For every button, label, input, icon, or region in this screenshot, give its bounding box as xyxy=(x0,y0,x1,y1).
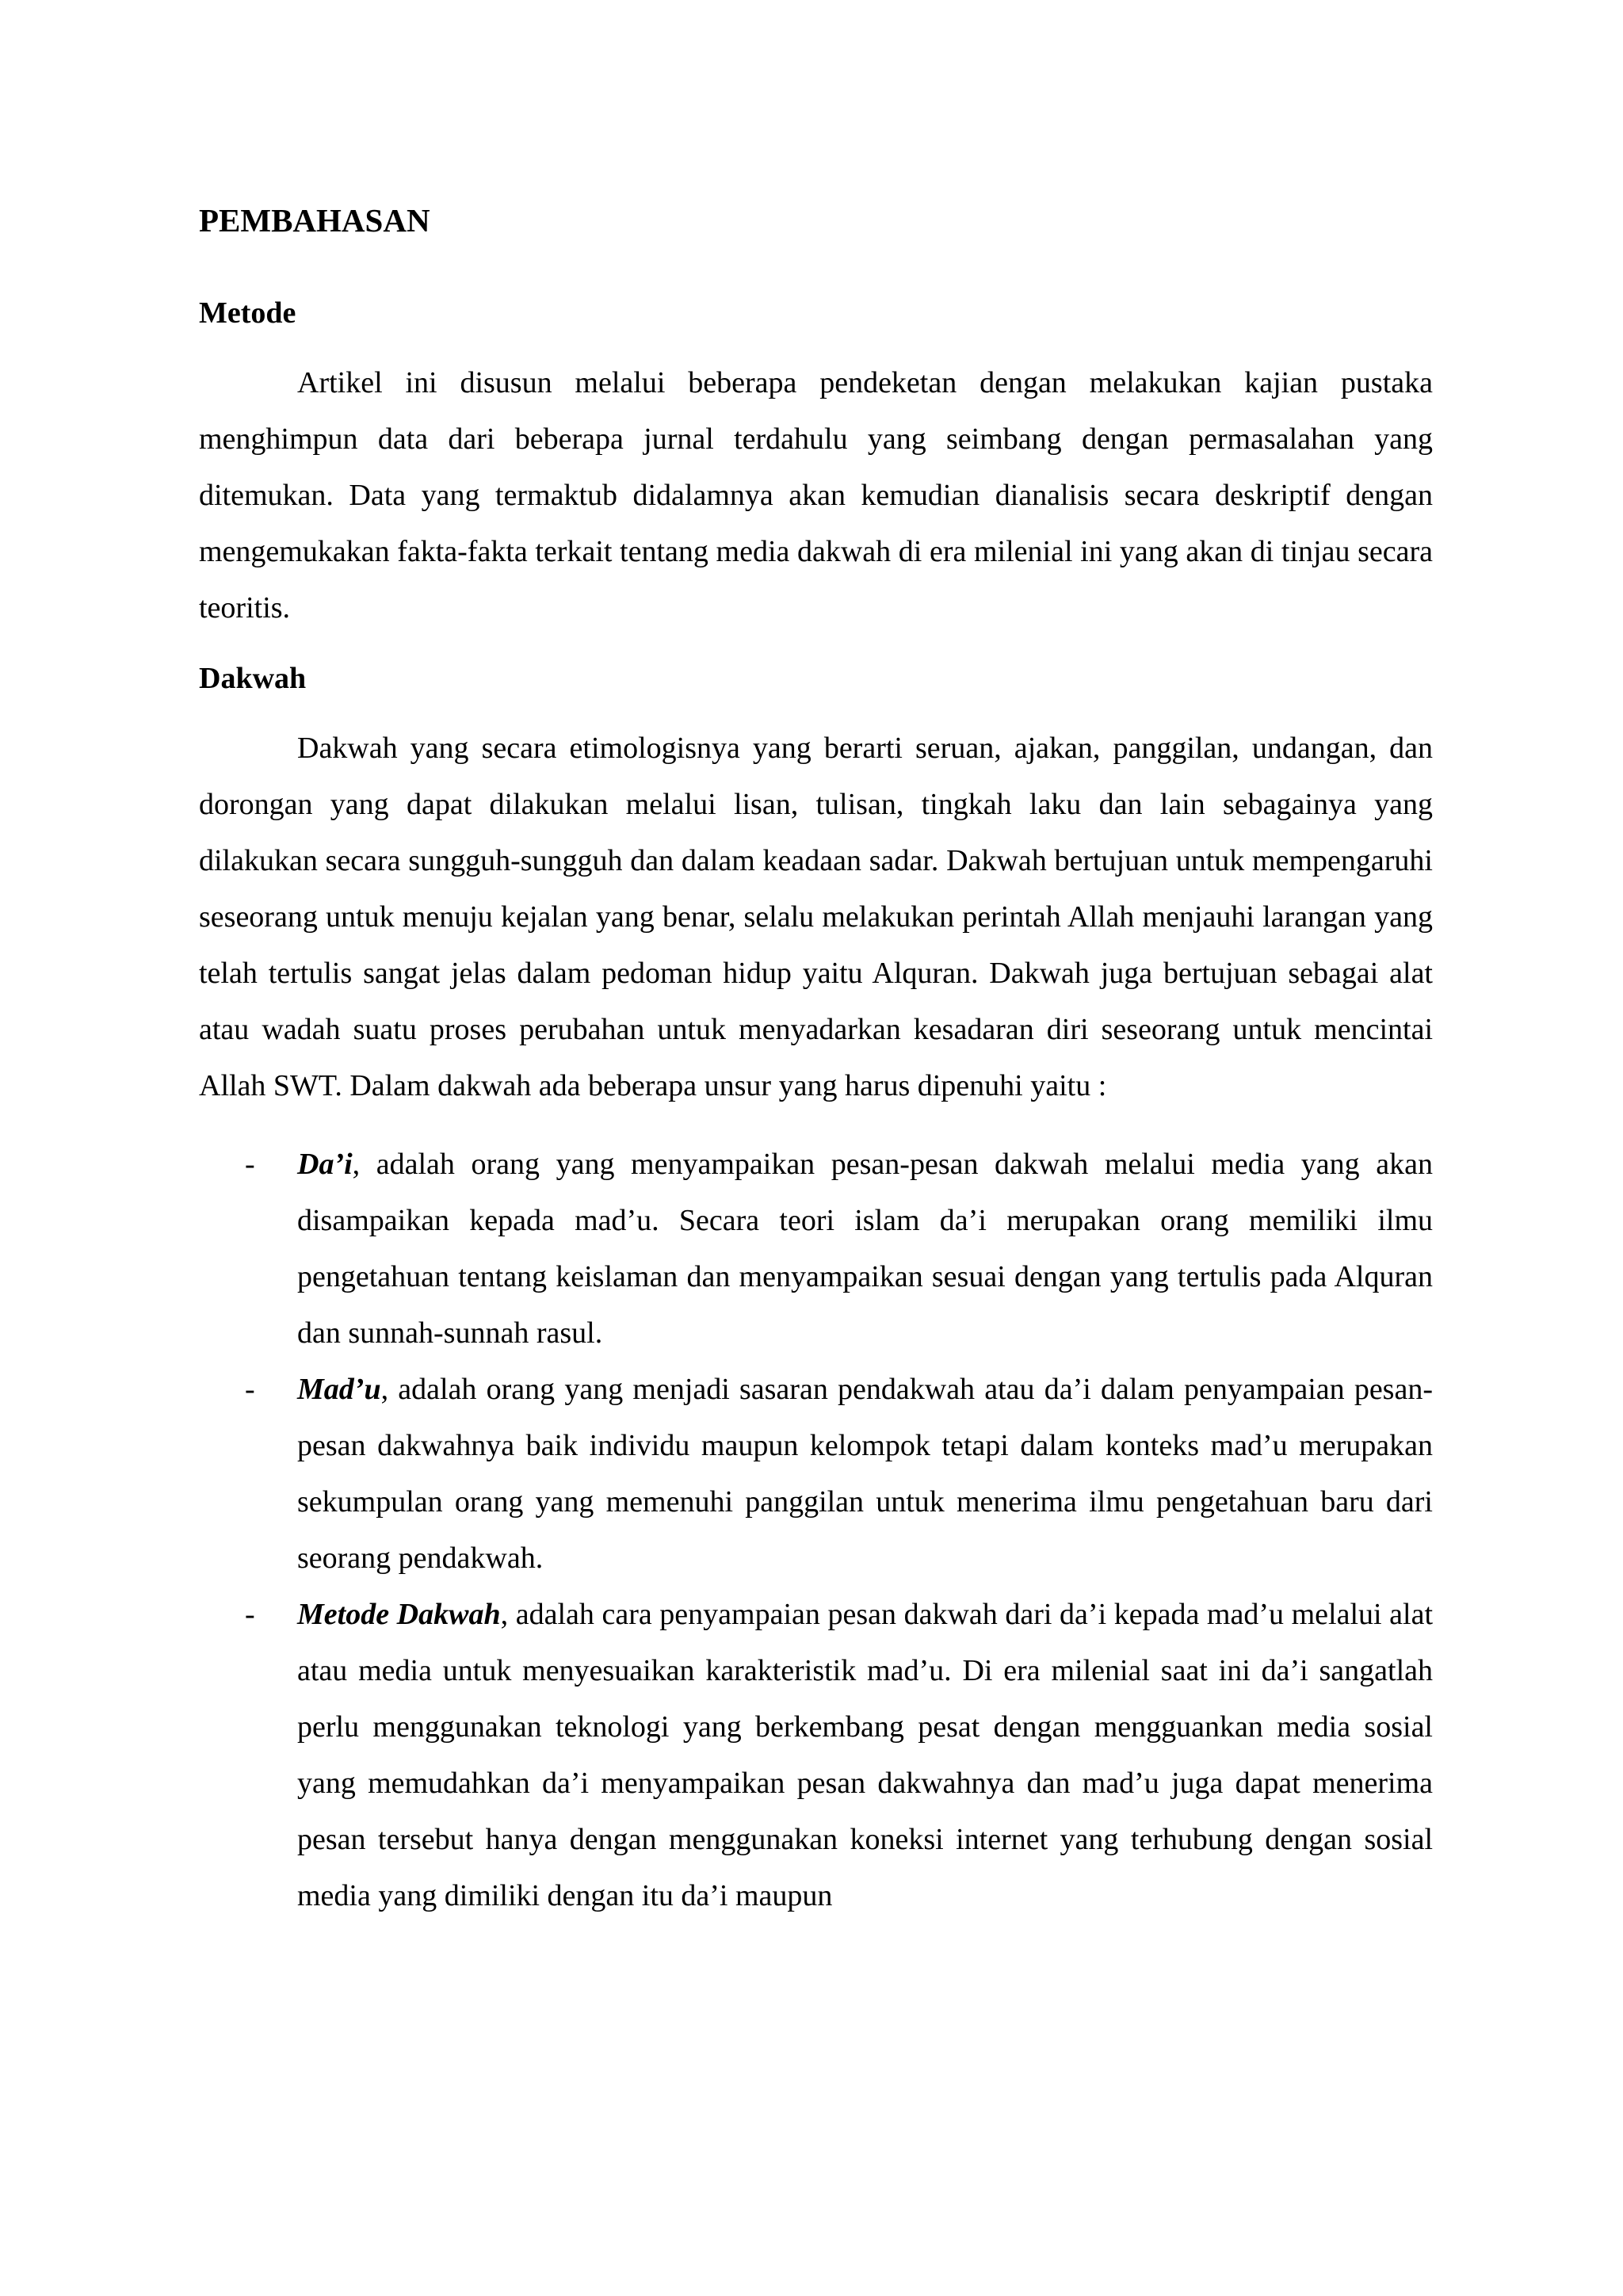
paragraph-dakwah: Dakwah yang secara etimologisnya yang berarti seruan, ajakan, panggilan, undangan, dan dorongan yang dapat dilakukan melalui lisan, tulisan, tingkah laku dan lain sebagainya yang dilakukan secara sungguh-sungguh dan dalam keadaan sadar. Dakwah bertujuan untuk mempengaruhi seseorang untuk menuju kejalan yang benar, selalu melakukan perintah Allah menjauhi larangan yang telah tertulis sangat jelas dalam pedoman hidup yaitu Alquran. Dakwah juga bertujuan sebagai alat atau wadah suatu proses perubahan untuk menyadarkan kesadaran diri seseorang untuk mencintai Allah SWT. Dalam dakwah ada beberapa unsur yang harus dipenuhi yaitu : xyxy=(199,732,1433,1102)
list-item-text: , adalah orang yang menyampaikan pesan-pesan dakwah melalui media yang akan disampaikan kepada mad’u. Secara teori islam da’i merupakan orang memiliki ilmu pengetahuan tentang keislaman dan menyampaikan sesuai dengan yang tertulis pada Alquran dan sunnah-sunnah rasul. xyxy=(297,1148,1433,1350)
list-bullet: - xyxy=(245,1373,255,1406)
page-title: PEMBAHASAN xyxy=(199,202,430,239)
term-dai: Da’i xyxy=(297,1148,353,1181)
section-heading-dakwah: Dakwah xyxy=(199,662,307,695)
dakwah-elements-list xyxy=(199,1137,1433,1924)
term-metode-dakwah: Metode Dakwah xyxy=(297,1598,501,1631)
list-bullet: - xyxy=(245,1148,255,1181)
list-bullet: - xyxy=(245,1598,255,1631)
list-item-metode-dakwah xyxy=(199,1587,1433,1924)
list-item-dai xyxy=(199,1137,1433,1362)
paragraph-metode: Artikel ini disusun melalui beberapa pendeketan dengan melakukan kajian pustaka menghimpun data dari beberapa jurnal terdahulu yang seimbang dengan permasalahan yang ditemukan. Data yang termaktub didalamnya akan kemudian dianalisis secara deskriptif dengan mengemukakan fakta-fakta terkait tentang media dakwah di era milenial ini yang akan di tinjau secara teoritis. xyxy=(199,366,1433,625)
term-madu: Mad’u xyxy=(297,1373,381,1406)
list-item-text: , adalah orang yang menjadi sasaran pendakwah atau da’i dalam penyampaian pesan-pesan dakwahnya baik individu maupun kelompok tetapi dalam konteks mad’u merupakan sekumpulan orang yang memenuhi panggilan untuk menerima ilmu pengetahuan baru dari seorang pendakwah. xyxy=(297,1373,1433,1575)
list-item-madu xyxy=(199,1362,1433,1587)
list-item-text: , adalah cara penyampaian pesan dakwah dari da’i kepada mad’u melalui alat atau media untuk menyesuaikan karakteristik mad’u. Di era milenial saat ini da’i sangatlah perlu menggunakan teknologi yang berkembang pesat dengan mengguankan media sosial yang memudahkan da’i menyampaikan pesan dakwahnya dan mad’u juga dapat menerima pesan tersebut hanya dengan menggunakan koneksi internet yang terhubung dengan sosial media yang dimiliki dengan itu da’i maupun xyxy=(297,1598,1434,1912)
document-body xyxy=(199,193,1433,1924)
section-heading-metode: Metode xyxy=(199,296,296,330)
